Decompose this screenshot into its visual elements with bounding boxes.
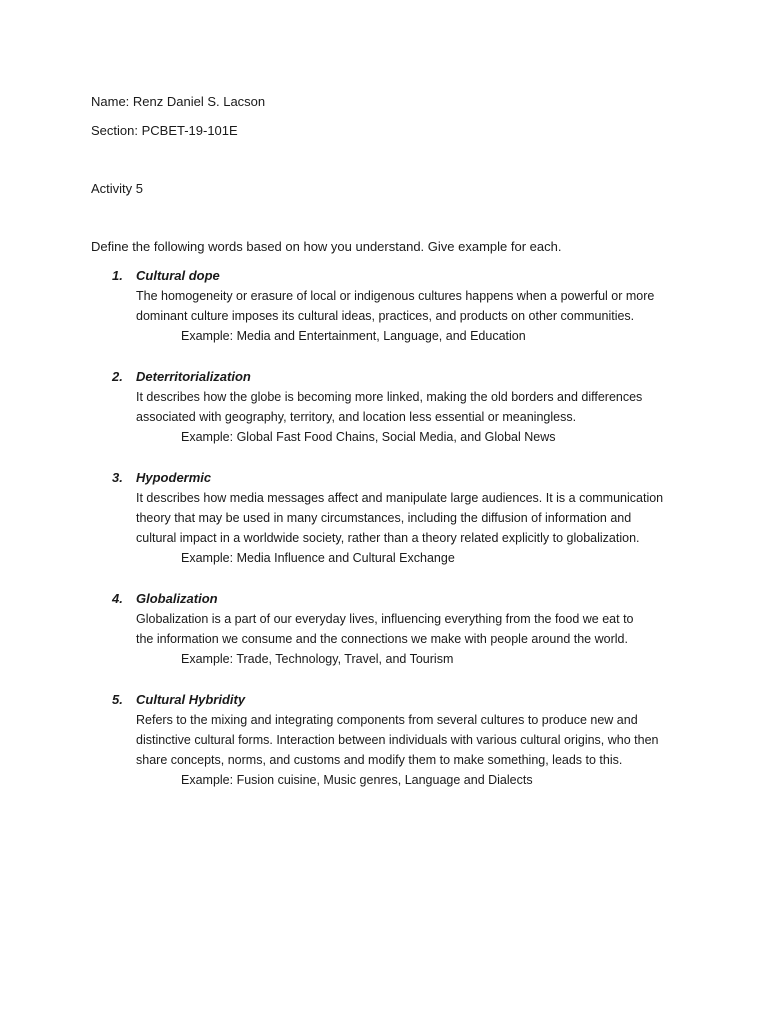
activity-title: Activity 5 [91,181,144,196]
term-example: Example: Trade, Technology, Travel, and Tourism [181,652,454,666]
term-item [0,367,768,447]
term-example: Example: Media and Entertainment, Language, and Education [181,329,526,343]
term-example: Example: Media Influence and Cultural Exchange [181,551,455,565]
term-definition-line: associated with geography, territory, and location less essential or meaningless. [136,410,577,424]
term-number: 4. [112,591,123,606]
term-title: Cultural dope [136,268,220,283]
term-title: Hypodermic [136,470,212,485]
term-definition-line: Refers to the mixing and integrating components from several cultures to produce new and [136,713,638,727]
term-definition-line: distinctive cultural forms. Interaction between individuals with various cultural origins, who then [136,733,659,747]
term-definition-line: cultural impact in a worldwide society, rather than a theory related explicitly to globalization. [136,531,640,545]
term-example: Example: Global Fast Food Chains, Social Media, and Global News [181,430,556,444]
term-title: Deterritorialization [136,369,251,384]
term-item [0,589,768,669]
instructions: Define the following words based on how you understand. Give example for each. [91,239,562,254]
term-definition-line: share concepts, norms, and customs and modify them to make something, leads to this. [136,753,623,767]
term-list [0,266,768,811]
term-number: 1. [112,268,123,283]
term-definition-line: It describes how the globe is becoming more linked, making the old borders and differences [136,390,643,404]
term-definition-line: It describes how media messages affect and manipulate large audiences. It is a communication [136,491,664,505]
student-section: Section: PCBET-19-101E [91,123,238,138]
term-definition-line: theory that may be used in many circumstances, including the diffusion of information and [136,511,632,525]
term-definition-line: The homogeneity or erasure of local or indigenous cultures happens when a powerful or more [136,289,655,303]
term-example: Example: Fusion cuisine, Music genres, Language and Dialects [181,773,533,787]
term-item [0,690,768,790]
term-number: 3. [112,470,123,485]
term-definition-line: the information we consume and the connections we make with people around the world. [136,632,628,646]
term-item [0,468,768,568]
student-name: Name: Renz Daniel S. Lacson [91,94,266,109]
term-item [0,266,768,346]
term-number: 2. [112,369,123,384]
term-number: 5. [112,692,123,707]
term-definition-line: Globalization is a part of our everyday lives, influencing everything from the food we eat to [136,612,634,626]
term-title: Cultural Hybridity [136,692,246,707]
term-title: Globalization [136,591,218,606]
term-definition-line: dominant culture imposes its cultural ideas, practices, and products on other communities. [136,309,635,323]
